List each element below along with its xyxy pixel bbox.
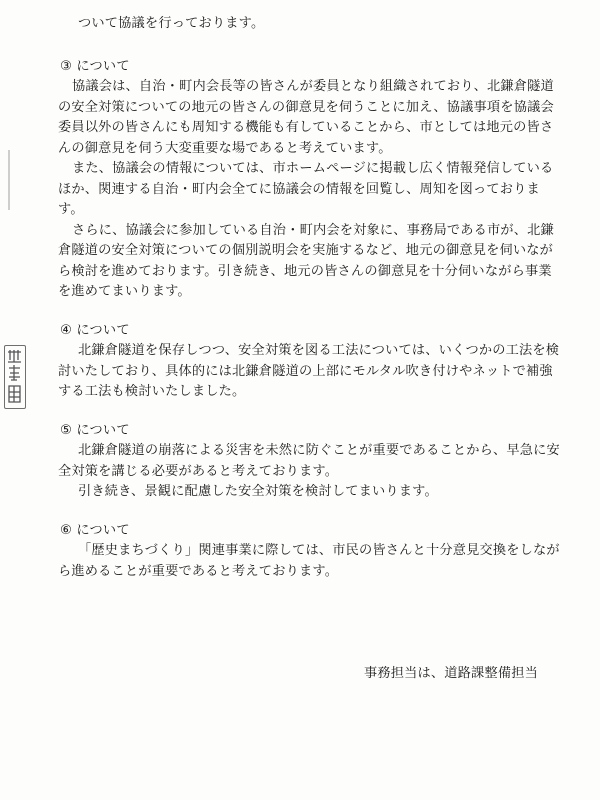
- section-3-para2-line3: す。: [58, 202, 84, 217]
- section-6-heading: ⑥ について: [60, 522, 130, 538]
- stamp-seal-icon: [4, 345, 26, 409]
- section-3-para2-line1: また、協議会の情報については、市ホームページに掲載し広く情報発信している: [72, 161, 554, 176]
- section-5-para1-line2: 全対策を講じる必要があると考えております。: [58, 463, 339, 479]
- section-5-heading: ⑤ について: [60, 422, 130, 438]
- document-body: [58, 14, 558, 582]
- section-3-para1-line4: んの御意見を伺う大変重要な場であると考えています。: [58, 140, 392, 156]
- section-4-para1-line2: 討いたしており、具体的には北鎌倉隧道の上部にモルタル吹き付けやネットで補強: [58, 363, 553, 379]
- section-4-para1-line3: する工法も検討いたしました。: [58, 384, 246, 399]
- scan-edge-mark: [8, 150, 10, 210]
- intro-line: ついて協議を行っております。: [78, 16, 265, 31]
- section-3-para3-line4: を進めてまいります。: [58, 284, 191, 299]
- section-5-para1-line1: 北鎌倉隧道の崩落による災害を未然に防ぐことが重要であることから、早急に安: [78, 443, 560, 458]
- section-6-para1-line2: ら進めることが重要であると考えております。: [58, 563, 339, 579]
- section-3-para3-line3: ら検討を進めております。引き続き、地元の皆さんの御意見を十分伺いながら事業: [58, 263, 552, 279]
- section-3-para1-line1: 協議会は、自治・町内会長等の皆さんが委員となり組織されており、北鎌倉隧道: [72, 79, 554, 94]
- section-3-para1-line2: の安全対策についての地元の皆さんの御意見を伺うことに加え、協議事項を協議会: [58, 99, 554, 115]
- section-6-para1-line1: 「歴史まちづくり」関連事業に際しては、市民の皆さんと十分意見交換をしなが: [78, 543, 560, 558]
- section-3-para2-line2: ほか、関連する自治・町内会全てに協議会の情報を回覧し、周知を図っておりま: [58, 181, 540, 197]
- section-5-para2-line1: 引き続き、景観に配慮した安全対策を検討してまいります。: [78, 484, 438, 499]
- section-4-heading: ④ について: [60, 322, 130, 338]
- section-3-para1-line3: 委員以外の皆さんにも周知する機能も有していることから、市としては地元の皆さ: [58, 120, 554, 135]
- section-3-para3-line2: 倉隧道の安全対策についての個別説明会を実施するなど、地元の御意見を伺いなが: [58, 243, 554, 258]
- contact-footer: 事務担当は、道路課整備担当: [363, 666, 538, 681]
- section-3-para3-line1: さらに、協議会に参加している自治・町内会を対象に、事務局である市が、北鎌: [72, 222, 554, 238]
- section-3-heading: ③ について: [60, 58, 130, 74]
- section-4-para1-line1: 北鎌倉隧道を保存しつつ、安全対策を図る工法については、いくつかの工法を検: [78, 343, 560, 358]
